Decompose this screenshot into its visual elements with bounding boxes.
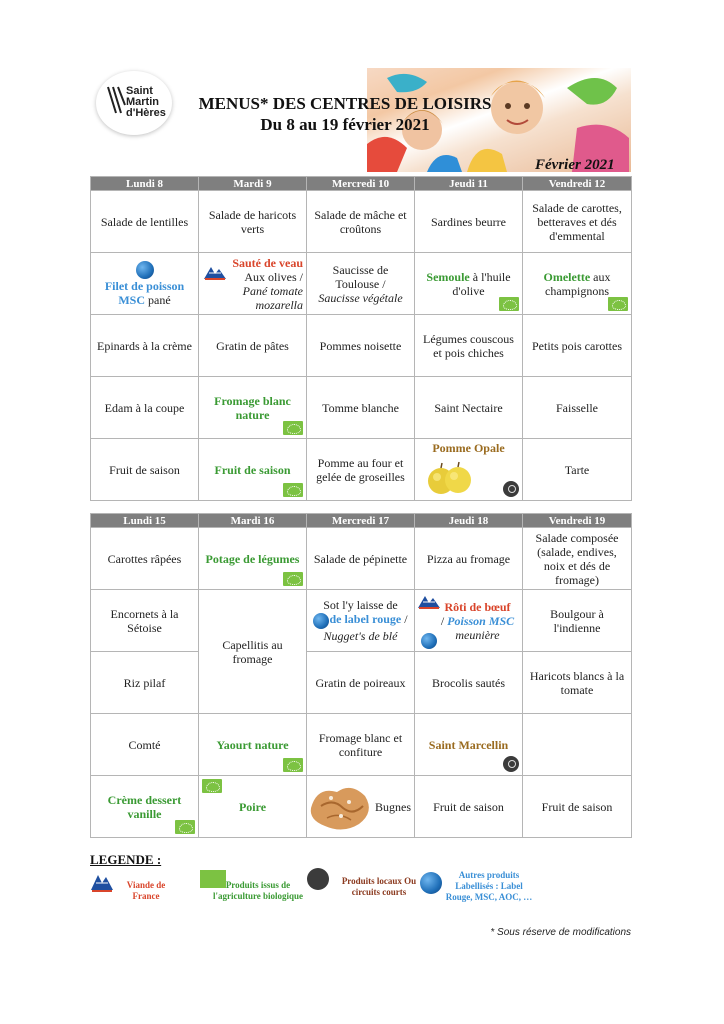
local-product-icon [307, 868, 329, 890]
dish-name: Bugnes [375, 799, 411, 814]
quality-label-icon [420, 872, 442, 894]
dish-name: Saucisse de Toulouse / [332, 262, 389, 291]
menu-cell: Sardines beurre [415, 191, 523, 253]
main-dish-row [91, 590, 632, 652]
day-header: Lundi 15 [91, 514, 199, 528]
dish-detail: meunière [455, 627, 500, 642]
quality-label-icon [136, 261, 154, 279]
menu-cell [199, 439, 307, 501]
day-header: Vendredi 12 [523, 177, 632, 191]
menu-cell: Edam à la coupe [91, 377, 199, 439]
dish-label: MSC [118, 292, 145, 307]
dish-alternative: Poisson MSC [447, 613, 515, 628]
menu-cell [199, 253, 307, 315]
menu-cell: Tomme blanche [307, 377, 415, 439]
day-header: Jeudi 11 [415, 177, 523, 191]
menu-cell [415, 439, 523, 501]
menu-cell: Boulgour à l'indienne [523, 590, 632, 652]
dish-name: Rôti de bœuf [444, 599, 511, 614]
dish-name: Filet de poisson [104, 278, 185, 293]
main-dish-row [91, 253, 632, 315]
quality-label-icon [313, 613, 329, 629]
title-line-2: Du 8 au 19 février 2021 [260, 115, 430, 134]
menu-cell: Fromage blanc et confiture [307, 714, 415, 776]
menu-cell: Pizza au fromage [415, 528, 523, 590]
dish-label: de label rouge [329, 612, 402, 627]
legend-labels-text: Autres produits Labellisés : Label Rouge, MSC, AOC, … [445, 870, 533, 902]
menu-cell [523, 714, 632, 776]
day-header: Mardi 16 [199, 514, 307, 528]
menu-cell: Salade de lentilles [91, 191, 199, 253]
menu-cell [199, 590, 307, 714]
menu-cell [199, 776, 307, 838]
viande-de-france-icon [90, 872, 114, 894]
dish-name: Sauté de veau [232, 255, 303, 270]
bio-label-icon [175, 820, 195, 834]
menu-cell [307, 776, 415, 838]
menu-cell: Carottes râpées [91, 528, 199, 590]
dish-name: Poire [238, 799, 267, 814]
menu-cell: Salade de pépinette [307, 528, 415, 590]
local-product-icon [503, 756, 519, 772]
starter-row [91, 528, 632, 590]
dish-alternative: Nugget's de blé [323, 628, 398, 643]
dish-name: Fruit de saison [214, 462, 291, 477]
menu-cell: Tarte [523, 439, 632, 501]
menu-cell [199, 528, 307, 590]
day-header-row [91, 514, 632, 528]
city-logo [96, 71, 172, 135]
day-header-row [91, 177, 632, 191]
dish-name: Fromage blanc nature [214, 393, 291, 422]
bio-label-icon [283, 758, 303, 772]
menu-cell [91, 776, 199, 838]
menu-cell [415, 714, 523, 776]
menu-cell [415, 590, 523, 652]
local-product-icon [503, 481, 519, 497]
menu-cell: Haricots blancs à la tomate [523, 652, 632, 714]
dish-separator: / [440, 613, 448, 628]
bio-label-icon [608, 297, 628, 311]
menu-cell [199, 377, 307, 439]
menu-cell: Epinards à la crème [91, 315, 199, 377]
menu-cell: Salade de mâche et croûtons [307, 191, 415, 253]
dish-name: Sot l'y laisse de [323, 598, 398, 613]
side-dish-row [91, 315, 632, 377]
menu-cell [199, 714, 307, 776]
menu-cell: Faisselle [523, 377, 632, 439]
dish-separator: / [401, 612, 408, 627]
menu-cell: Gratin de poireaux [307, 652, 415, 714]
menu-cell: Comté [91, 714, 199, 776]
bio-label-icon [202, 779, 222, 793]
dessert-row [91, 776, 632, 838]
dish-detail: Aux olives / [244, 269, 303, 284]
dish-name: Semoule [426, 269, 470, 284]
dish-name: Potage de légumes [205, 551, 300, 566]
footnote: * Sous réserve de modifications [490, 927, 631, 938]
day-header: Lundi 8 [91, 177, 199, 191]
dairy-row [91, 714, 632, 776]
day-header: Jeudi 18 [415, 514, 523, 528]
bio-label-icon [283, 483, 303, 497]
title-line-1: MENUS* DES CENTRES DE LOISIRS [198, 94, 492, 113]
dish-name: Crème dessert vanille [107, 792, 182, 821]
day-header: Mercredi 10 [307, 177, 415, 191]
menu-cell: Salade composée (salade, endives, noix et dés de fromage) [523, 528, 632, 590]
viande-de-france-icon [417, 594, 439, 608]
dish-detail: à l'huile d'olive [452, 269, 511, 298]
day-header: Mardi 9 [199, 177, 307, 191]
menu-cell: Gratin de pâtes [199, 315, 307, 377]
apple-photo [425, 459, 473, 497]
month-label: Février 2021 [535, 157, 615, 173]
menu-cell: Légumes couscous et pois chiches [415, 315, 523, 377]
dish-name: Yaourt nature [216, 737, 289, 752]
quality-label-icon [421, 633, 437, 649]
viande-de-france-icon [203, 265, 225, 279]
dish-name: Pomme Opale [432, 441, 505, 455]
dish-name: Omelette [543, 269, 591, 284]
menu-cell: Salade de haricots verts [199, 191, 307, 253]
menu-cell [307, 590, 415, 652]
dish-alternative: Pané tomate mozarella [242, 283, 303, 312]
starter-row [91, 191, 632, 253]
dish-alternative: Saucisse végétale [318, 290, 403, 305]
menu-cell: Riz pilaf [91, 652, 199, 714]
logo-mark-icon [106, 85, 126, 115]
day-header: Vendredi 19 [523, 514, 632, 528]
day-header: Mercredi 17 [307, 514, 415, 528]
menu-cell: Encornets à la Sétoise [91, 590, 199, 652]
legend-france-text: Viande de France [126, 880, 166, 901]
dessert-row [91, 439, 632, 501]
menu-table-week-1 [90, 176, 632, 501]
bugnes-photo [307, 778, 377, 834]
side-dish-row [91, 652, 632, 714]
dish-name: Saint Marcellin [428, 737, 509, 752]
menu-cell: Fruit de saison [415, 776, 523, 838]
menu-cell [91, 253, 199, 315]
menu-cell: Saint Nectaire [415, 377, 523, 439]
legend-title: LEGENDE : [90, 852, 162, 867]
dish-detail: aux champignons [545, 269, 611, 298]
menu-table-week-2 [90, 513, 632, 838]
menu-cell [307, 253, 415, 315]
legend-bio-text: Produits issus de l'agriculture biologique [212, 880, 304, 901]
logo-text: Saint Martin d'Hères [126, 85, 166, 119]
dish-name: Capellitis au fromage [222, 637, 283, 666]
legend-icon-france [90, 872, 114, 897]
bio-label-icon [499, 297, 519, 311]
menu-cell: Pomme au four et gelée de groseilles [307, 439, 415, 501]
menu-cell: Salade de carottes, betteraves et dés d'emmental [523, 191, 632, 253]
menu-cell [415, 253, 523, 315]
menu-cell: Brocolis sautés [415, 652, 523, 714]
menu-cell: Fruit de saison [91, 439, 199, 501]
page-title [190, 93, 500, 135]
bio-label-icon [283, 572, 303, 586]
menu-cell: Fruit de saison [523, 776, 632, 838]
bio-label-icon [283, 421, 303, 435]
dairy-row [91, 377, 632, 439]
dish-suffix: pané [145, 292, 171, 307]
menu-cell: Petits pois carottes [523, 315, 632, 377]
menu-cell [523, 253, 632, 315]
menu-cell: Pommes noisette [307, 315, 415, 377]
legend-local-text: Produits locaux Ou circuits courts [341, 876, 417, 897]
